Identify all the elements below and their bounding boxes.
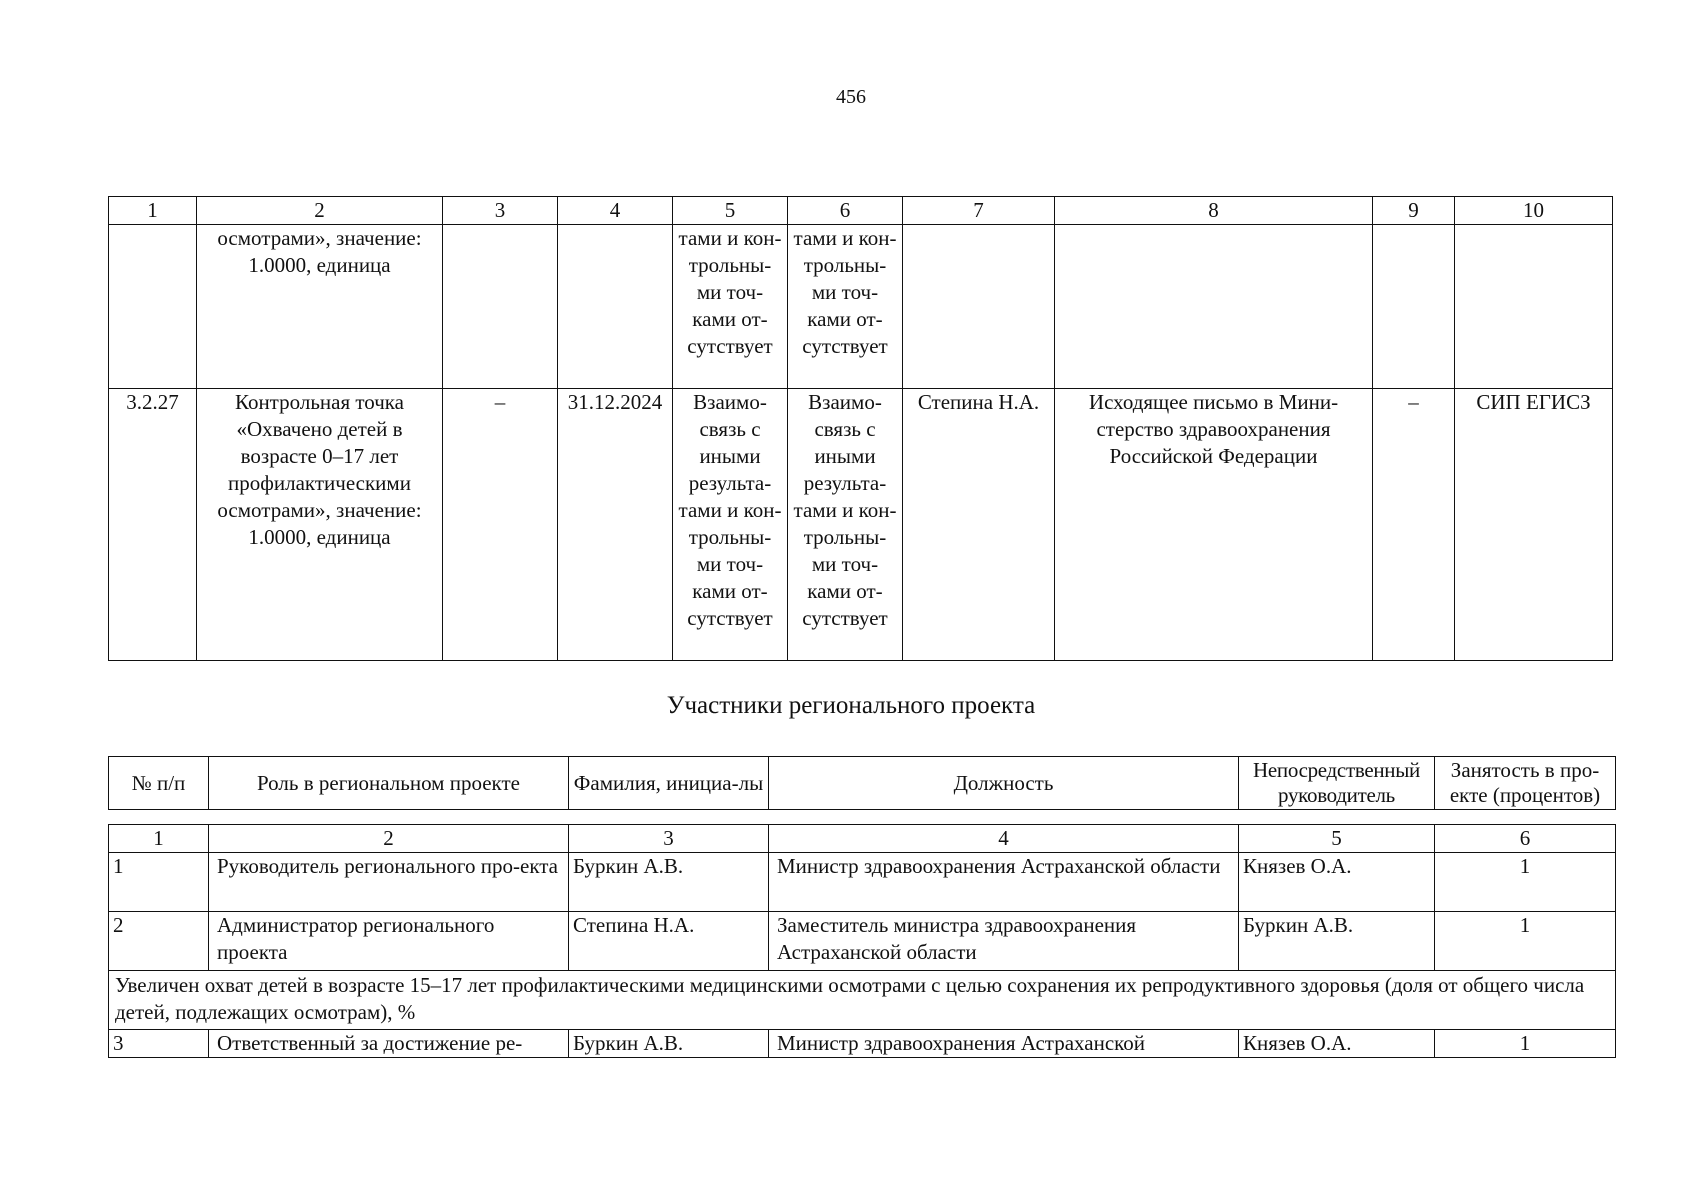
cell-manager: Князев О.А. [1239,853,1435,912]
cell-role: Руководитель регионального про-екта [209,853,569,912]
cell-position: Министр здравоохранения Астраханской области [769,853,1239,912]
cell-number: 1 [109,853,209,912]
cell-load: 1 [1435,912,1616,971]
cell-relation-previous: Взаимо-связь с иными результа-тами и кон-трольны-ми точ-ками от-сутствует [673,389,788,661]
cell-level [1373,225,1455,389]
column-number-1: 1 [109,825,209,853]
table-header-row [109,197,1613,225]
cell-description: Контрольная точка «Охвачено детей в возрасте 0–17 лет профилактическими осмотрами», значение: 1.0000, единица [197,389,443,661]
column-number-4: 4 [769,825,1239,853]
cell-base-value [443,225,558,389]
table-row [109,389,1613,661]
column-number-3: 3 [569,825,769,853]
cell-base-value: – [443,389,558,661]
column-number-8: 8 [1055,197,1373,225]
cell-number: 3 [109,1030,209,1058]
cell-position: Заместитель министра здравоохранения Астраханской области [769,912,1239,971]
column-number-6: 6 [788,197,903,225]
header-position: Должность [769,757,1239,810]
table-row [109,853,1616,912]
cell-responsible: Степина Н.А. [903,389,1055,661]
cell-relation-previous: тами и кон-трольны-ми точ-ками от-сутствует [673,225,788,389]
column-number-2: 2 [197,197,443,225]
section-title: Участники регионального проекта [666,692,1036,719]
column-number-9: 9 [1373,197,1455,225]
column-number-10: 10 [1455,197,1613,225]
cell-date: 31.12.2024 [558,389,673,661]
cell-document: Исходящее письмо в Мини-стерство здравоохранения Российской Федерации [1055,389,1373,661]
column-number-5: 5 [1239,825,1435,853]
column-number-5: 5 [673,197,788,225]
header-name: Фамилия, инициа-лы [569,757,769,810]
control-points-table [108,196,1613,661]
cell-position: Министр здравоохранения Астраханской [769,1030,1239,1058]
column-number-6: 6 [1435,825,1616,853]
cell-number: 3.2.27 [109,389,197,661]
cell-relation-next: Взаимо-связь с иными результа-тами и кон-трольны-ми точ-ками от-сутствует [788,389,903,661]
participants-header-table [108,756,1616,810]
table-row [109,1030,1616,1058]
cell-relation-next: тами и кон-трольны-ми точ-ками от-сутствует [788,225,903,389]
cell-date [558,225,673,389]
cell-responsible [903,225,1055,389]
column-number-1: 1 [109,197,197,225]
cell-load: 1 [1435,1030,1616,1058]
header-role: Роль в региональном проекте [209,757,569,810]
page-number: 456 [836,86,866,108]
cell-description: осмотрами», значение: 1.0000, единица [197,225,443,389]
header-number: № п/п [109,757,209,810]
column-number-4: 4 [558,197,673,225]
table-row [109,225,1613,389]
table-row [109,971,1616,1030]
cell-info-system [1455,225,1613,389]
table-header-row [109,757,1616,810]
cell-number: 2 [109,912,209,971]
cell-level: – [1373,389,1455,661]
cell-role: Администратор регионального проекта [209,912,569,971]
cell-name: Буркин А.В. [569,853,769,912]
cell-indicator-note: Увеличен охват детей в возрасте 15–17 лет профилактическими медицинскими осмотрами с целью сохранения их репродуктивного здоровья (доля от общего числа детей, подлежащих осмотрам), % [109,971,1616,1030]
cell-manager: Князев О.А. [1239,1030,1435,1058]
cell-load: 1 [1435,853,1616,912]
column-number-3: 3 [443,197,558,225]
header-manager: Непосредственный руководитель [1239,757,1435,810]
cell-name: Буркин А.В. [569,1030,769,1058]
column-number-2: 2 [209,825,569,853]
cell-manager: Буркин А.В. [1239,912,1435,971]
column-number-7: 7 [903,197,1055,225]
header-load: Занятость в про-екте (процентов) [1435,757,1616,810]
participants-table [108,824,1616,1058]
cell-role: Ответственный за достижение ре- [209,1030,569,1058]
table-row [109,912,1616,971]
cell-info-system: СИП ЕГИСЗ [1455,389,1613,661]
cell-document [1055,225,1373,389]
cell-number [109,225,197,389]
cell-name: Степина Н.А. [569,912,769,971]
table-header-row [109,825,1616,853]
